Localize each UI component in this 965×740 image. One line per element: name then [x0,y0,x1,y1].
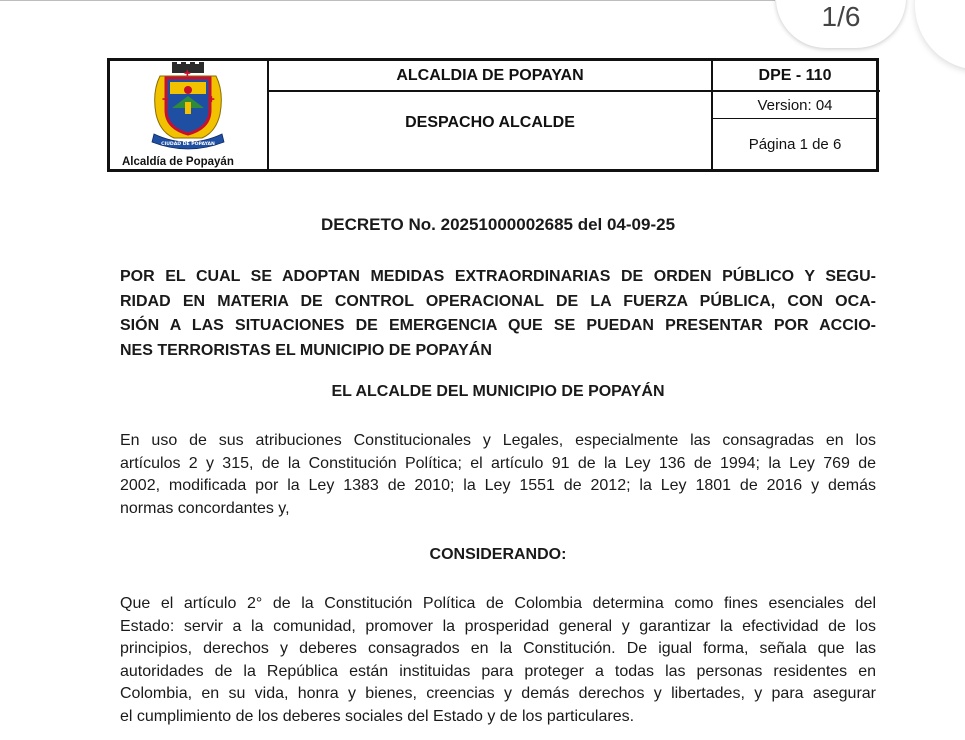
coat-of-arms-icon [148,62,228,154]
logo-caption: Alcaldía de Popayán [122,156,234,168]
decree-subject [120,265,876,363]
viewer-top-divider [0,0,775,1]
paragraph-line: el cumplimiento de los deberes sociales del Estado y de los particulares. [120,707,635,725]
decree-subject-line: SIÓN A LAS SITUACIONES DE EMERGENCIA QUE SE PUEDAN PRESENTAR POR ACCIO- [120,317,876,334]
decree-subject-line: POR EL CUAL SE ADOPTAN MEDIDAS EXTRAORDINARIAS DE ORDEN PÚBLICO Y SEGU- [120,268,876,285]
mayor-heading: EL ALCALDE DEL MUNICIPIO DE POPAYÁN [331,383,665,400]
considerando-heading: CONSIDERANDO: [429,546,567,563]
header-department: DESPACHO ALCALDE [405,113,575,131]
paragraph-line: 2002, modificada por la Ley 1383 de 2010; la Ley 1551 de 2012; la Ley 1801 de 2016 y demás [120,477,876,494]
paragraph-line: autoridades de la República están instituidas para proteger a todas las personas residentes en [120,662,876,680]
header-document-code: DPE - 110 [758,66,832,84]
paragraph-line: artículos 2 y 315, de la Constitución Política; el artículo 91 de la Ley 136 de 1994; la Ley 769 de [120,454,876,472]
header-version: Version: 04 [757,96,833,114]
paragraph-line: principios, derechos y deberes consagrados en la Constitución. De igual forma, señala que las [120,640,876,657]
attributions-paragraph [120,430,876,520]
svg-text:✚: ✚ [184,69,191,78]
header-title: ALCALDIA DE POPAYAN [396,66,584,84]
decree-subject-line: RIDAD EN MATERIA DE CONTROL OPERACIONAL DE LA FUERZA PÚBLICA, CON OCA- [120,292,876,310]
decree-subject-line: NES TERRORISTAS EL MUNICIPIO DE POPAYÁN [120,341,492,359]
paragraph-line: Que el artículo 2° de la Constitución Política de Colombia determina como fines esenciales del [120,595,876,612]
paragraph-line: Colombia, en su vida, honra y bienes, creencias y demás derechos y libertades, y para asegurar [120,685,876,702]
viewer-corner-button[interactable] [915,0,965,70]
page-indicator-badge[interactable] [776,0,906,48]
logo-cell [110,61,269,169]
considerando-paragraph [120,593,876,728]
header-page-count: Página 1 de 6 [748,135,842,153]
svg-text:✚: ✚ [208,95,215,104]
logo-ribbon-text: CIUDAD DE POPAYAN [161,142,215,147]
svg-text:✚: ✚ [162,95,169,104]
paragraph-line: normas concordantes y, [120,499,290,517]
paragraph-line: Estado: servir a la comunidad, promover la prosperidad general y garantizar la efectividad de los [120,617,876,635]
document-header-table [107,58,879,172]
decree-title: DECRETO No. 20251000002685 del 04-09-25 [320,215,676,234]
paragraph-line: En uso de sus atribuciones Constitucionales y Legales, especialmente las consagradas en los [120,432,876,449]
page-indicator-text: 1/6 [821,1,861,32]
